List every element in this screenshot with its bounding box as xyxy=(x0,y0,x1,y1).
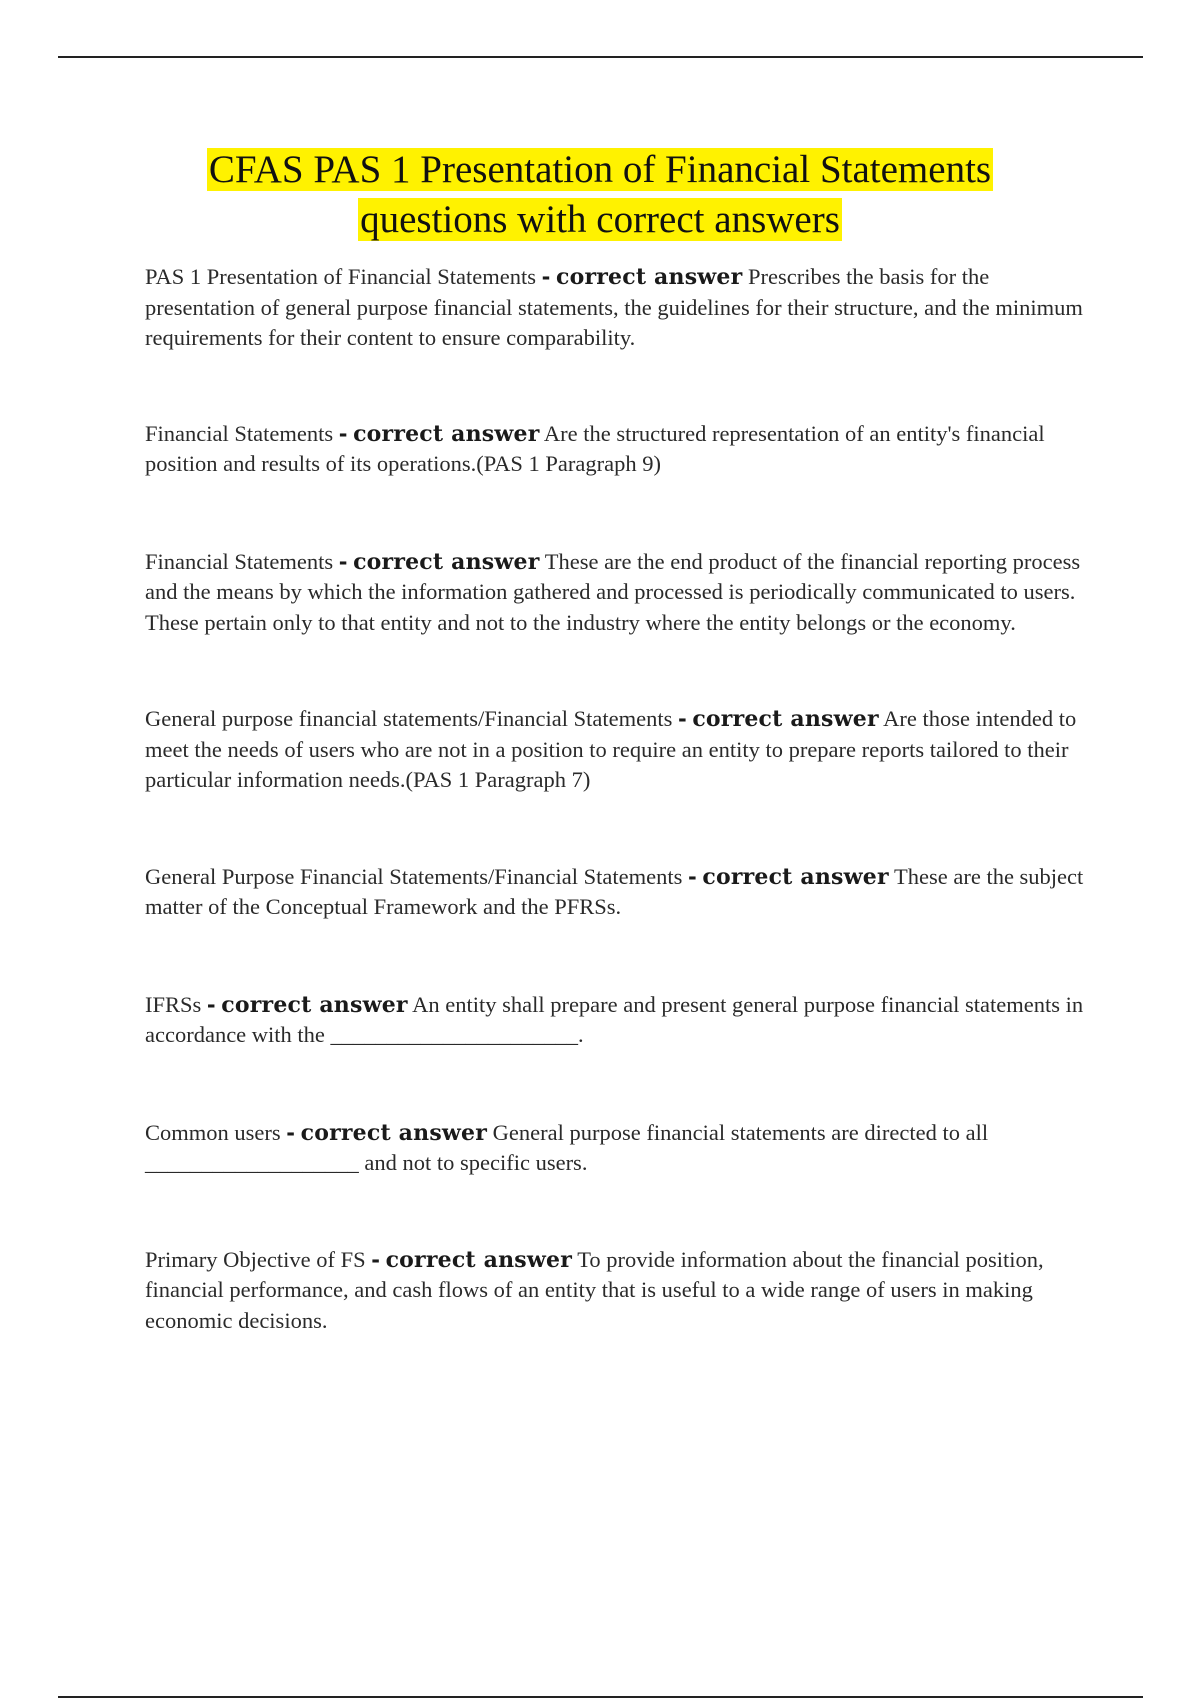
qa-entry xyxy=(145,262,1095,354)
qa-entry xyxy=(145,1245,1095,1337)
correct-answer-tag: correct answer xyxy=(692,706,879,732)
entry-separator: - xyxy=(286,1120,295,1145)
entry-definition: Prescribes the basis for the presentation of general purpose financial statements, the guidelines for their structure, and the minimum requirements for their content to ensure comparability. xyxy=(145,264,1083,350)
qa-list xyxy=(145,262,1095,1336)
entry-term: IFRSs xyxy=(145,991,202,1017)
entry-term: Financial Statements xyxy=(145,420,334,446)
entry-separator: - xyxy=(338,421,348,446)
qa-entry xyxy=(145,547,1095,639)
entry-definition: These are the end product of the financial reporting process and the means by which the information gathered and processed is periodically communicated to users. These pertain only to that entity and not to the industry where the entity belongs or the economy. xyxy=(145,548,1081,635)
entry-term: General Purpose Financial Statements/Financial Statements xyxy=(145,863,683,889)
correct-answer-tag: correct answer xyxy=(385,1246,573,1273)
qa-entry xyxy=(145,990,1095,1051)
correct-answer-tag: correct answer xyxy=(353,420,540,447)
entry-definition: General purpose financial statements are directed to all ___________________ and not to specific users. xyxy=(145,1119,989,1175)
top-rule xyxy=(58,56,1143,58)
entry-term: Primary Objective of FS xyxy=(145,1246,366,1272)
entry-term: Financial Statements xyxy=(145,548,334,574)
entry-definition: Are those intended to meet the needs of users who are not in a position to require an entity to prepare reports tailored to their particular information needs.(PAS 1 Paragraph 7) xyxy=(145,706,1077,792)
qa-entry xyxy=(145,704,1095,796)
qa-entry xyxy=(145,862,1095,923)
entry-definition: An entity shall prepare and present general purpose financial statements in accordance with the ______________________. xyxy=(145,991,1084,1047)
title-line-2: questions with correct answers xyxy=(360,198,840,241)
entry-term: PAS 1 Presentation of Financial Statements xyxy=(145,264,537,289)
entry-separator: - xyxy=(541,265,551,289)
entry-term: General purpose financial statements/Financial Statements xyxy=(145,706,673,731)
correct-answer-tag: correct answer xyxy=(702,863,889,890)
entry-definition: These are the subject matter of the Conceptual Framework and the PFRSs. xyxy=(145,863,1084,919)
correct-answer-tag: correct answer xyxy=(353,548,540,575)
qa-entry xyxy=(145,419,1095,480)
entry-separator: - xyxy=(371,1247,380,1272)
document-title xyxy=(0,145,1200,245)
entry-separator: - xyxy=(688,864,697,889)
bottom-rule xyxy=(58,1696,1143,1698)
entry-separator: - xyxy=(677,707,687,731)
correct-answer-tag: correct answer xyxy=(221,991,408,1018)
title-line-1: CFAS PAS 1 Presentation of Financial Statements xyxy=(208,148,992,191)
correct-answer-tag: correct answer xyxy=(300,1119,488,1146)
qa-entry xyxy=(145,1118,1095,1179)
entry-definition: To provide information about the financial position, financial performance, and cash flows of an entity that is useful to a wide range of users in making economic decisions. xyxy=(145,1246,1044,1333)
entry-separator: - xyxy=(206,992,216,1017)
entry-definition: Are the structured representation of an entity's financial position and results of its operations.(PAS 1 Paragraph 9) xyxy=(145,420,1045,476)
entry-separator: - xyxy=(338,549,348,574)
entry-term: Common users xyxy=(145,1119,281,1145)
correct-answer-tag: correct answer xyxy=(555,264,743,290)
